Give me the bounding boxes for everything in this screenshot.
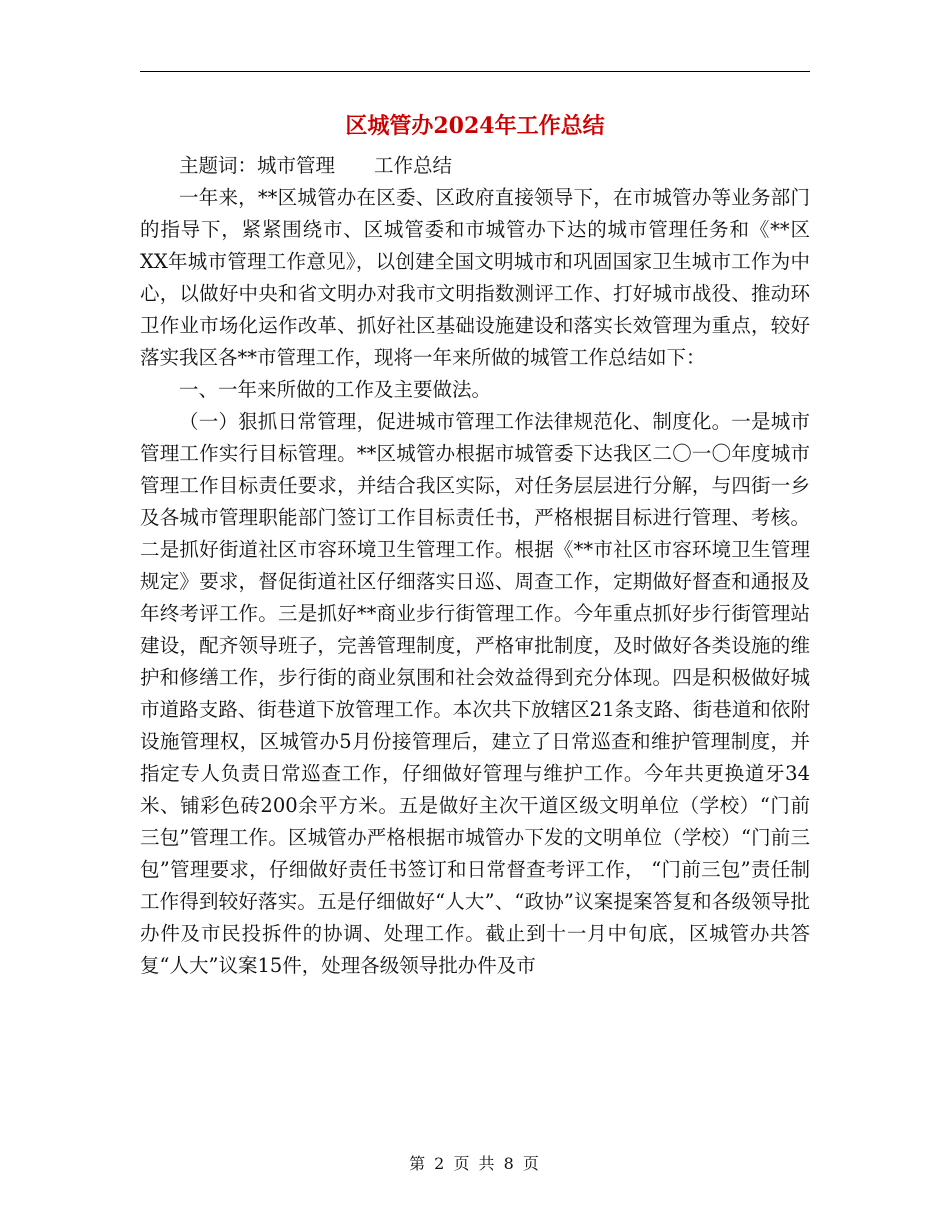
document-body bbox=[140, 150, 810, 982]
page-footer: 第 2 页 共 8 页 bbox=[409, 1154, 541, 1173]
keywords-line bbox=[140, 150, 810, 182]
section-heading: 一、一年来所做的工作及主要做法。 bbox=[179, 378, 492, 401]
header-rule bbox=[140, 71, 810, 72]
document-title: 区城管办2024年工作总结 bbox=[345, 113, 605, 139]
keywords-label: 主题词： bbox=[179, 154, 258, 177]
keywords-value: 城市管理 工作总结 bbox=[257, 154, 453, 177]
paragraph-intro: 一年来，**区城管办在区委、区政府直接领导下，在市城管办等业务部门的指导下，紧紧围绕市、区城管委和市城管办下达的城市管理任务和《**区XX年城市管理工作意见》，以创建全国文明城市和巩固国家卫生城市工作为中心，以做好中央和省文明办对我市文明指数测评工作、打好城市战役、推动环卫作业市场化运作改革、抓好社区基础设施建设和落实长效管理为重点，较好落实我区各**市管理工作，现将一年来所做的城管工作总结如下： bbox=[140, 186, 810, 369]
paragraph-section-1: （一）狠抓日常管理，促进城市管理工作法律规范化、制度化。一是城市管理工作实行目标管理。**区城管办根据市城管委下达我区二〇一〇年度城市管理工作目标责任要求，并结合我区实际，对任务层层进行分解，与四街一乡及各城市管理职能部门签订工作目标责任书，严格根据目标进行管理、考核。二是抓好街道社区市容环境卫生管理工作。根据《**市社区市容环境卫生管理规定》要求，督促街道社区仔细落实日巡、周查工作，定期做好督查和通报及年终考评工作。三是抓好**商业步行街管理工作。今年重点抓好步行街管理站建设，配齐领导班子，完善管理制度，严格审批制度，及时做好各类设施的维护和修缮工作，步行街的商业氛围和社会效益得到充分体现。四是积极做好城市道路支路、街巷道下放管理工作。本次共下放辖区21条支路、街巷道和依附设施管理权，区城管办5月份接管理后，建立了日常巡查和维护管理制度，并指定专人负责日常巡查工作，仔细做好管理与维护工作。今年共更换道牙34米、铺彩色砖200余平方米。五是做好主次干道区级文明单位（学校）“门前三包”管理工作。区城管办严格根据市城管办下发的文明单位（学校）“门前三包”管理要求，仔细做好责任书签订和日常督查考评工作， “门前三包”责任制工作得到较好落实。五是仔细做好“人大”、“政协”议案提案答复和各级领导批办件及市民投拆件的协调、处理工作。截止到十一月中旬底，区城管办共答复“人大”议案15件，处理各级领导批办件及市 bbox=[140, 410, 810, 977]
